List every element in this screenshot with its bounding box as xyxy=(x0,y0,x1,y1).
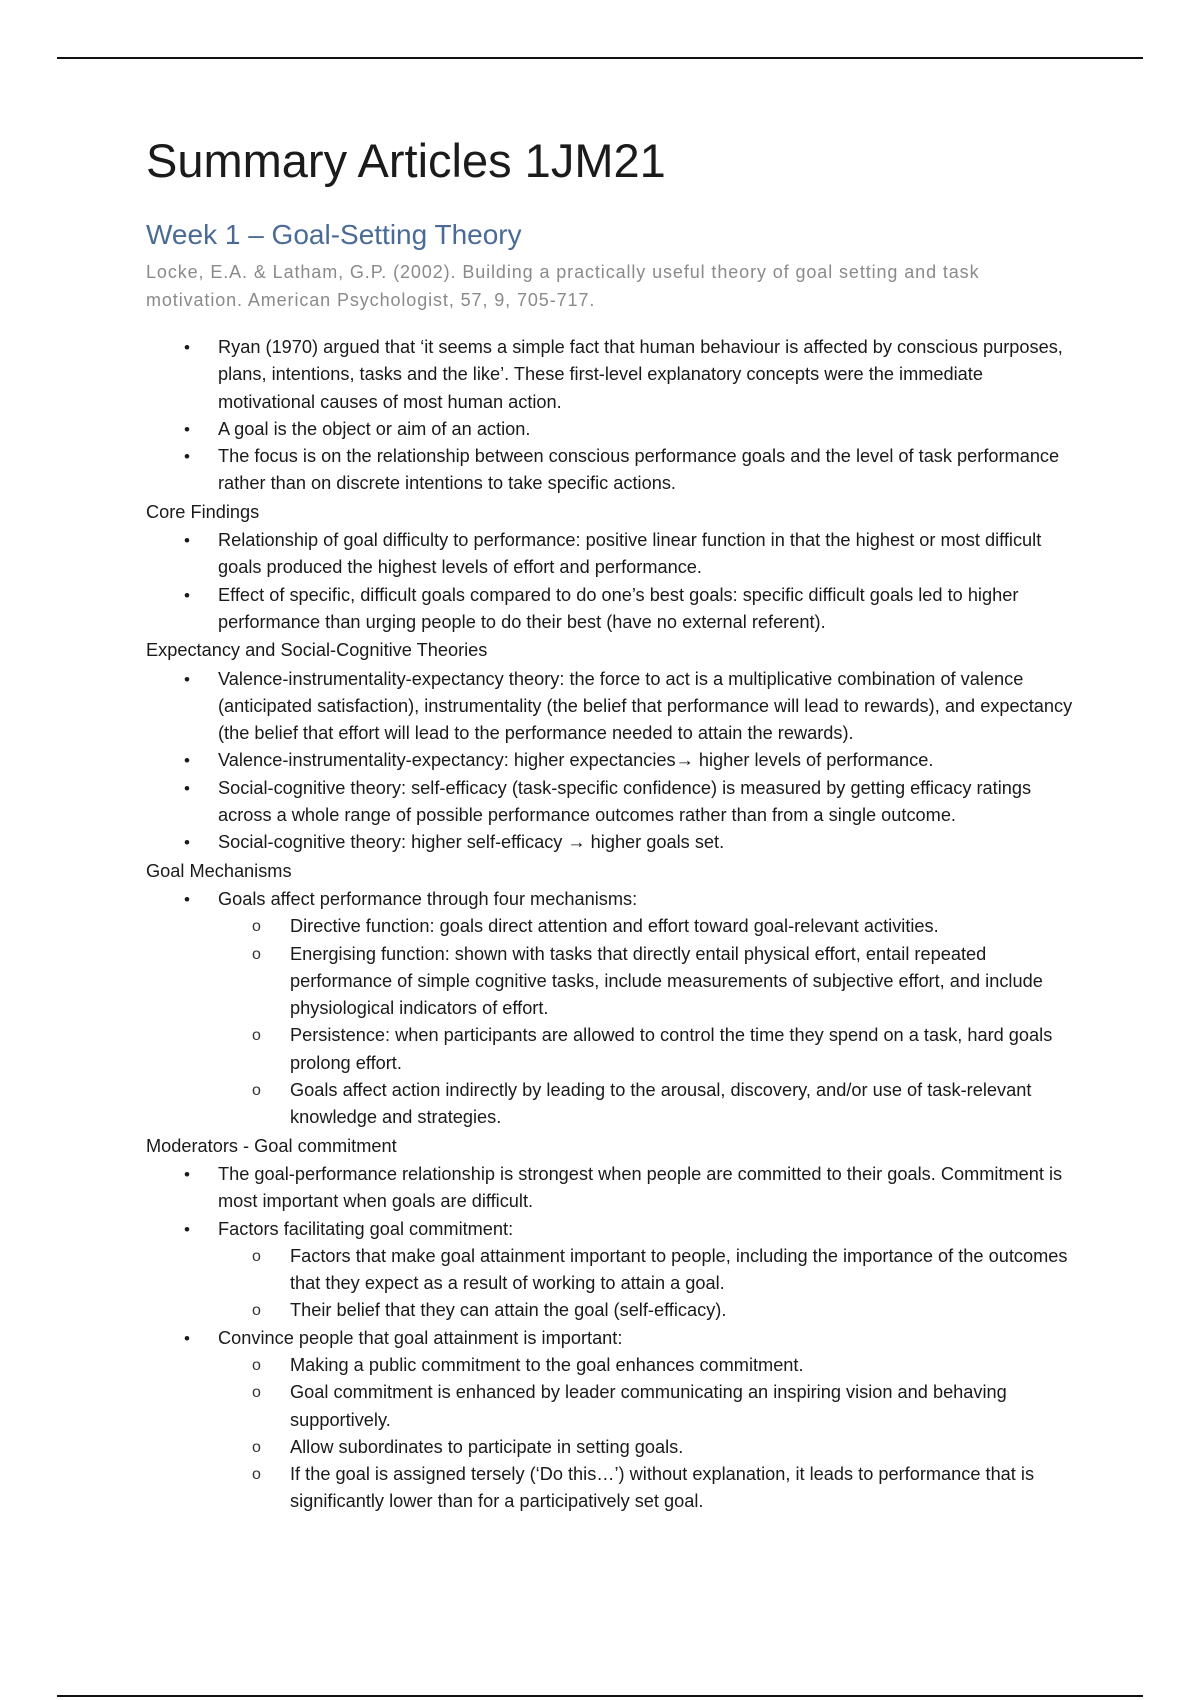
section-heading-goal-mechanisms: Goal Mechanisms xyxy=(146,860,292,881)
bullet-icon: • xyxy=(184,531,190,551)
top-rule xyxy=(57,57,1143,59)
bottom-rule xyxy=(57,1695,1143,1697)
section-heading-core-findings: Core Findings xyxy=(146,501,260,522)
list-item: • Ryan (1970) argued that ‘it seems a simple fact that human behaviour is affected by conscious purposes, plans, intentions, tasks and the like’. These first-level explanatory concepts were the immediate motivational causes of most human action. xyxy=(146,334,1076,416)
list-item: • Social-cognitive theory: higher self-efficacy → higher goals set. xyxy=(146,829,1076,856)
document-body xyxy=(146,128,1076,1516)
facilitating-factors-sublist xyxy=(218,1243,1076,1325)
list-item: • Valence-instrumentality-expectancy: higher expectancies→ higher levels of performance. xyxy=(146,747,1076,774)
sub-list-item: o Persistence: when participants are allowed to control the time they spend on a task, hard goals prolong effort. xyxy=(218,1022,1076,1077)
circle-bullet-icon: o xyxy=(252,1247,261,1265)
circle-bullet-icon: o xyxy=(252,1438,261,1456)
mechanisms-sublist xyxy=(218,913,1076,1131)
circle-bullet-icon: o xyxy=(252,1302,261,1320)
intro-list xyxy=(146,334,1076,498)
sub-list-item: o Goals affect action indirectly by leading to the arousal, discovery, and/or use of task-relevant knowledge and strategies. xyxy=(218,1077,1076,1132)
bullet-icon: • xyxy=(184,338,190,357)
moderators-list xyxy=(146,1161,1076,1516)
sub-list-item: o Making a public commitment to the goal enhances commitment. xyxy=(218,1352,1076,1379)
sub-list-item: o If the goal is assigned tersely (‘Do this…’) without explanation, it leads to performance that is significantly lower than for a participatively set goal. xyxy=(218,1461,1076,1516)
list-item: • The goal-performance relationship is strongest when people are committed to their goals. Commitment is most important when goals are difficult. xyxy=(146,1161,1076,1216)
list-item: • Convince people that goal attainment is important: o Making a public commitment to the goal enhances commitment. o Goal commitment is enhanced by leader communicating an inspiring vision and behaving supportively. o Allow subordinates to participate in setting goals. o If the goal is assigned tersely (‘Do this…’) without explanation, it leads to performance that is significantly lower than for a participatively set goal. xyxy=(146,1325,1076,1516)
bullet-icon: • xyxy=(184,669,190,689)
convince-people-sublist xyxy=(218,1352,1076,1516)
list-item: • The focus is on the relationship between conscious performance goals and the level of task performance rather than on discrete intentions to take specific actions. xyxy=(146,443,1076,498)
list-item: • Relationship of goal difficulty to performance: positive linear function in that the highest or most difficult goals produced the highest levels of effort and performance. xyxy=(146,527,1076,582)
list-item: • Factors facilitating goal commitment: o Factors that make goal attainment important to people, including the importance of the outcomes that they expect as a result of working to attain a goal. o Their belief that they can attain the goal (self-efficacy). xyxy=(146,1216,1076,1325)
bullet-icon: • xyxy=(184,447,190,467)
goal-mechanisms-list xyxy=(146,886,1076,1132)
sub-list-item: o Allow subordinates to participate in setting goals. xyxy=(218,1434,1076,1461)
sub-list-item: o Goal commitment is enhanced by leader communicating an inspiring vision and behaving supportively. xyxy=(218,1379,1076,1434)
section-heading-moderators: Moderators - Goal commitment xyxy=(146,1135,397,1156)
document-title: Summary Articles 1JM21 xyxy=(146,134,666,187)
bullet-icon: • xyxy=(184,585,190,605)
sub-list-item: o Their belief that they can attain the goal (self-efficacy). xyxy=(218,1297,1076,1324)
list-item: • Social-cognitive theory: self-efficacy (task-specific confidence) is measured by getting efficacy ratings across a whole range of possible performance outcomes rather than from a single outcome. xyxy=(146,775,1076,830)
circle-bullet-icon: o xyxy=(252,1356,261,1374)
list-item: • Goals affect performance through four mechanisms: o Directive function: goals direct attention and effort toward goal-relevant activities. o Energising function: shown with tasks that directly entail physical effort, entail repeated performance of simple cognitive tasks, include measurements of subjective effort, and include physiological indicators of effort. o Persistence: when participants are allowed to control the time they spend on a task, hard goals prolong effort. o Goals affect action indirectly by leading to the arousal, discovery, and/or use of task-relevant knowledge and strategies. xyxy=(146,886,1076,1132)
week-heading: Week 1 – Goal-Setting Theory xyxy=(146,219,522,250)
bullet-icon: • xyxy=(184,1328,190,1348)
article-reference: Locke, E.A. & Latham, G.P. (2002). Building a practically useful theory of goal setting and task motivation. American Psychologist, 57, 9, 705-717. xyxy=(146,262,980,310)
bullet-icon: • xyxy=(184,751,190,771)
list-item: • A goal is the object or aim of an action. xyxy=(146,416,1076,443)
circle-bullet-icon: o xyxy=(252,918,261,936)
bullet-icon: • xyxy=(184,419,190,439)
expectancy-list xyxy=(146,666,1076,857)
section-heading-expectancy: Expectancy and Social-Cognitive Theories xyxy=(146,640,488,661)
sub-list-item: o Energising function: shown with tasks that directly entail physical effort, entail repeated performance of simple cognitive tasks, include measurements of subjective effort, and include physiological indicators of effort. xyxy=(218,941,1076,1023)
circle-bullet-icon: o xyxy=(252,1082,261,1100)
bullet-icon: • xyxy=(184,778,190,798)
bullet-icon: • xyxy=(184,1164,190,1184)
list-item: • Effect of specific, difficult goals compared to do one’s best goals: specific difficult goals led to higher performance than urging people to do their best (have no external referent). xyxy=(146,582,1076,637)
sub-list-item: o Factors that make goal attainment important to people, including the importance of the outcomes that they expect as a result of working to attain a goal. xyxy=(218,1243,1076,1298)
circle-bullet-icon: o xyxy=(252,945,261,963)
bullet-icon: • xyxy=(184,833,190,853)
bullet-icon: • xyxy=(184,1219,190,1239)
list-item: • Valence-instrumentality-expectancy theory: the force to act is a multiplicative combination of valence (anticipated satisfaction), instrumentality (the belief that performance will lead to rewards), and expectancy (the belief that effort will lead to the performance needed to attain the rewards). xyxy=(146,666,1076,748)
circle-bullet-icon: o xyxy=(252,1466,261,1484)
bullet-icon: • xyxy=(184,889,190,909)
circle-bullet-icon: o xyxy=(252,1027,261,1045)
core-findings-list xyxy=(146,527,1076,636)
circle-bullet-icon: o xyxy=(252,1384,261,1402)
sub-list-item: o Directive function: goals direct attention and effort toward goal-relevant activities. xyxy=(218,913,1076,940)
